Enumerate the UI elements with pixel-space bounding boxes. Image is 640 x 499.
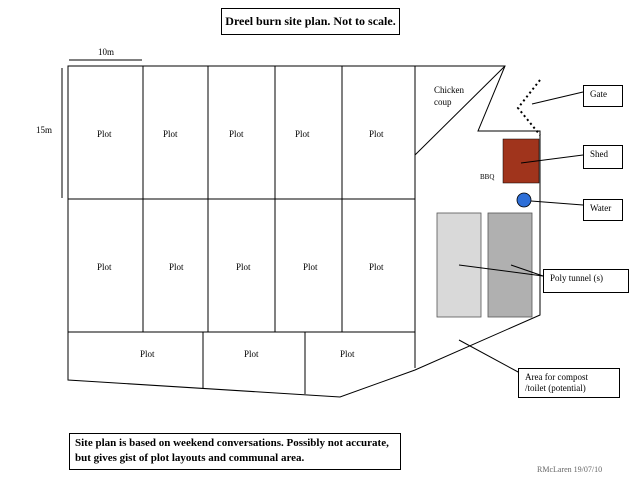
bbq-label: BBQ (480, 173, 495, 181)
shed-callout-text: Shed (590, 149, 608, 159)
chicken-coup-label: Chicken (434, 85, 464, 95)
plot-label: Plot (340, 349, 355, 359)
compost-callout-text: Area for compost (525, 372, 588, 382)
compost-callout (518, 368, 620, 398)
plot-label: Plot (236, 262, 251, 272)
plot-label: Plot (295, 129, 310, 139)
plot-label: Plot (97, 129, 112, 139)
width-scale-label: 10m (98, 47, 115, 57)
gate-callout-text: Gate (590, 89, 607, 99)
disclaimer-note: Site plan is based on weekend conversations. Possibly not accurate, but gives gist of plot layouts and communal area. (69, 433, 401, 470)
gate-marker (518, 80, 540, 135)
page-title: Dreel burn site plan. Not to scale. (221, 8, 400, 35)
plot-label: Plot (169, 262, 184, 272)
signature: RMcLaren 19/07/10 (537, 465, 603, 474)
plot-label: Plot (303, 262, 318, 272)
plot-label: Plot (369, 129, 384, 139)
poly-tunnel-callout (543, 269, 629, 293)
compost-callout-text: /toilet (potential) (525, 383, 586, 393)
shed-callout (583, 145, 623, 169)
plot-label: Plot (97, 262, 112, 272)
plot-label: Plot (244, 349, 259, 359)
plot-label: Plot (369, 262, 384, 272)
gate-callout (583, 85, 623, 107)
plot-label: Plot (140, 349, 155, 359)
plot-label: Plot (163, 129, 178, 139)
chicken-coup-boundary (415, 66, 505, 155)
height-scale-label: 15m (36, 125, 53, 135)
water-callout (583, 199, 623, 221)
chicken-coup-label: coup (434, 97, 452, 107)
poly-tunnel-callout-text: Poly tunnel (s) (550, 273, 603, 283)
water-point (517, 193, 531, 207)
poly-tunnel (488, 213, 532, 317)
water-callout-text: Water (590, 203, 612, 213)
plot-label: Plot (229, 129, 244, 139)
